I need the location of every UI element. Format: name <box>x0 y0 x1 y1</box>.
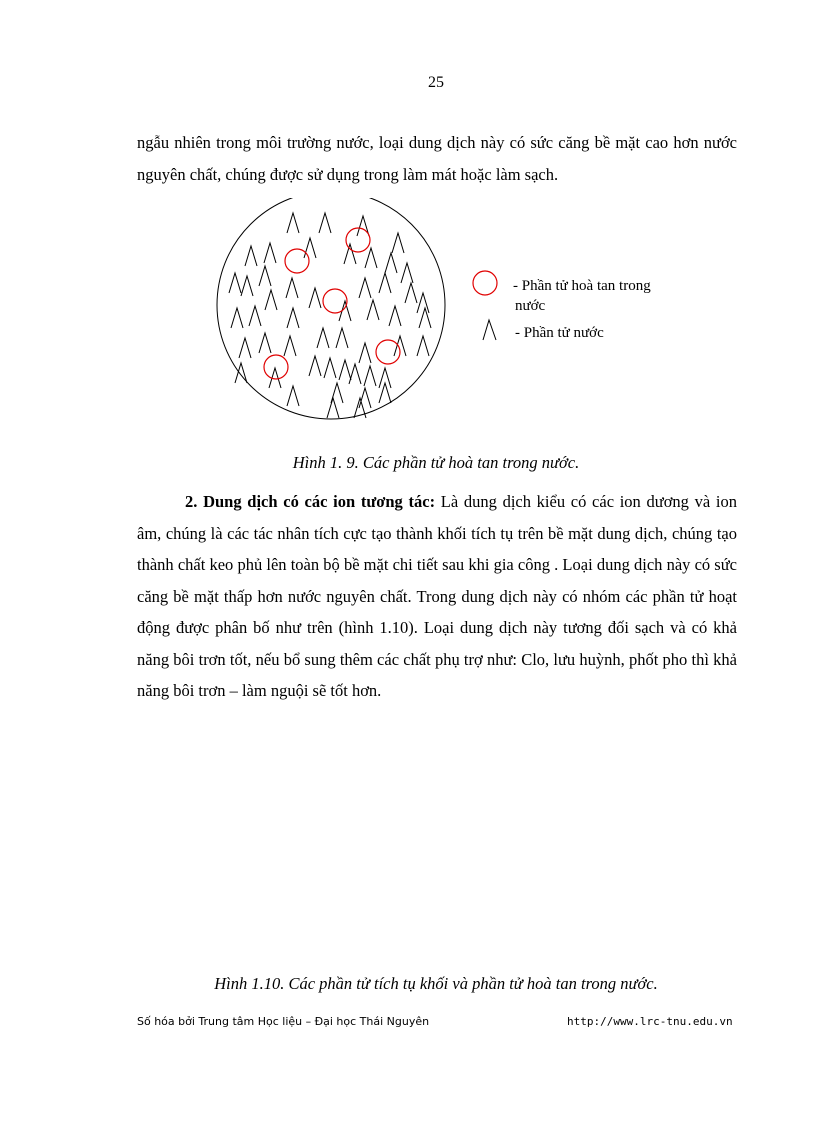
water-particle-mark <box>259 266 271 286</box>
water-particle-mark <box>245 246 257 266</box>
page-number: 25 <box>428 74 444 91</box>
water-particle-mark <box>229 273 241 293</box>
solute-particle-mark <box>376 340 400 364</box>
water-particle-mark <box>287 386 299 406</box>
water-particle-mark <box>336 328 348 348</box>
water-particle-mark <box>327 398 339 418</box>
paragraph-2-body: Là dung dịch kiểu có các ion dương và ion âm, chúng là các tác nhân tích cực tạo thành khối tích tụ trên bề mặt dung dịch, chúng tạo thành chất keo phủ lên toàn bộ bề mặt chi tiết sau khi gia công . Loại dung dịch này có sức căng bề mặt thấp hơn nước nguyên chất. Trong dung dịch này có nhóm các phần tử hoạt động được phân bố như trên (hình 1.10). Loại dung dịch này tương đối sạch và có khả năng bôi trơn tốt, nếu bổ sung thêm các chất phụ trợ như: Clo, lưu huỳnh, phốt pho thì khả năng bôi trơn – làm nguội sẽ tốt hơn. <box>137 492 737 700</box>
water-particle-mark <box>309 356 321 376</box>
water-particle-mark <box>231 308 243 328</box>
footer-source: Số hóa bởi Trung tâm Học liệu – Đại học Thái Nguyên <box>137 1015 430 1028</box>
legend-water-icon <box>483 320 496 340</box>
water-particle-mark <box>284 336 296 356</box>
solute-particles <box>264 228 400 379</box>
water-particle-mark <box>259 333 271 353</box>
water-particle-mark <box>287 308 299 328</box>
legend-water-label: - Phần tử nước <box>515 325 604 341</box>
water-particle-mark <box>241 276 253 296</box>
water-particle-mark <box>239 338 251 358</box>
paragraph-2 <box>137 486 737 707</box>
water-particle-mark <box>249 306 261 326</box>
water-particle-mark <box>309 288 321 308</box>
solute-particle-mark <box>323 289 347 313</box>
water-particles <box>229 213 431 418</box>
water-particle-mark <box>417 293 429 313</box>
figure-1-10-caption: Hình 1.10. Các phần tử tích tụ khối và phần tử hoà tan trong nước. <box>214 974 658 993</box>
water-particle-mark <box>304 238 316 258</box>
water-particle-mark <box>264 243 276 263</box>
water-particle-mark <box>405 283 417 303</box>
water-particle-mark <box>417 336 429 356</box>
solute-particle-mark <box>285 249 309 273</box>
water-particle-mark <box>349 364 361 384</box>
paragraph-2-heading: 2. Dung dịch có các ion tương tác: <box>185 492 436 511</box>
paragraph-1: ngẫu nhiên trong môi trường nước, loại dung dịch này có sức căng bề mặt cao hơn nước nguyên chất, chúng được sử dụng trong làm mát hoặc làm sạch. <box>137 133 737 184</box>
footer-url: http://www.lrc-tnu.edu.vn <box>567 1015 733 1028</box>
water-particle-mark <box>385 253 397 273</box>
water-particle-mark <box>287 213 299 233</box>
water-particle-mark <box>367 300 379 320</box>
water-particle-mark <box>359 388 371 408</box>
solution-boundary-circle <box>217 198 445 419</box>
water-particle-mark <box>364 366 376 386</box>
water-particle-mark <box>392 233 404 253</box>
water-particle-mark <box>344 244 356 264</box>
legend-solute-label-2: nước <box>515 298 546 314</box>
water-particle-mark <box>379 368 391 388</box>
water-particle-mark <box>359 343 371 363</box>
water-particle-mark <box>339 360 351 380</box>
water-particle-mark <box>317 328 329 348</box>
water-particle-mark <box>324 358 336 378</box>
legend-solute-icon <box>473 271 497 295</box>
water-particle-mark <box>319 213 331 233</box>
figure-1-9-caption: Hình 1. 9. Các phần tử hoà tan trong nước. <box>292 453 580 472</box>
solute-particle-mark <box>264 355 288 379</box>
water-particle-mark <box>265 290 277 310</box>
water-particle-mark <box>419 308 431 328</box>
water-particle-mark <box>286 278 298 298</box>
water-particle-mark <box>359 278 371 298</box>
legend-solute-label-1: - Phần tử hoà tan trong <box>513 278 651 294</box>
water-particle-mark <box>379 383 391 403</box>
water-particle-mark <box>401 263 413 283</box>
water-particle-mark <box>365 248 377 268</box>
figure-solute-particles <box>215 198 715 428</box>
water-particle-mark <box>389 306 401 326</box>
water-particle-mark <box>379 273 391 293</box>
